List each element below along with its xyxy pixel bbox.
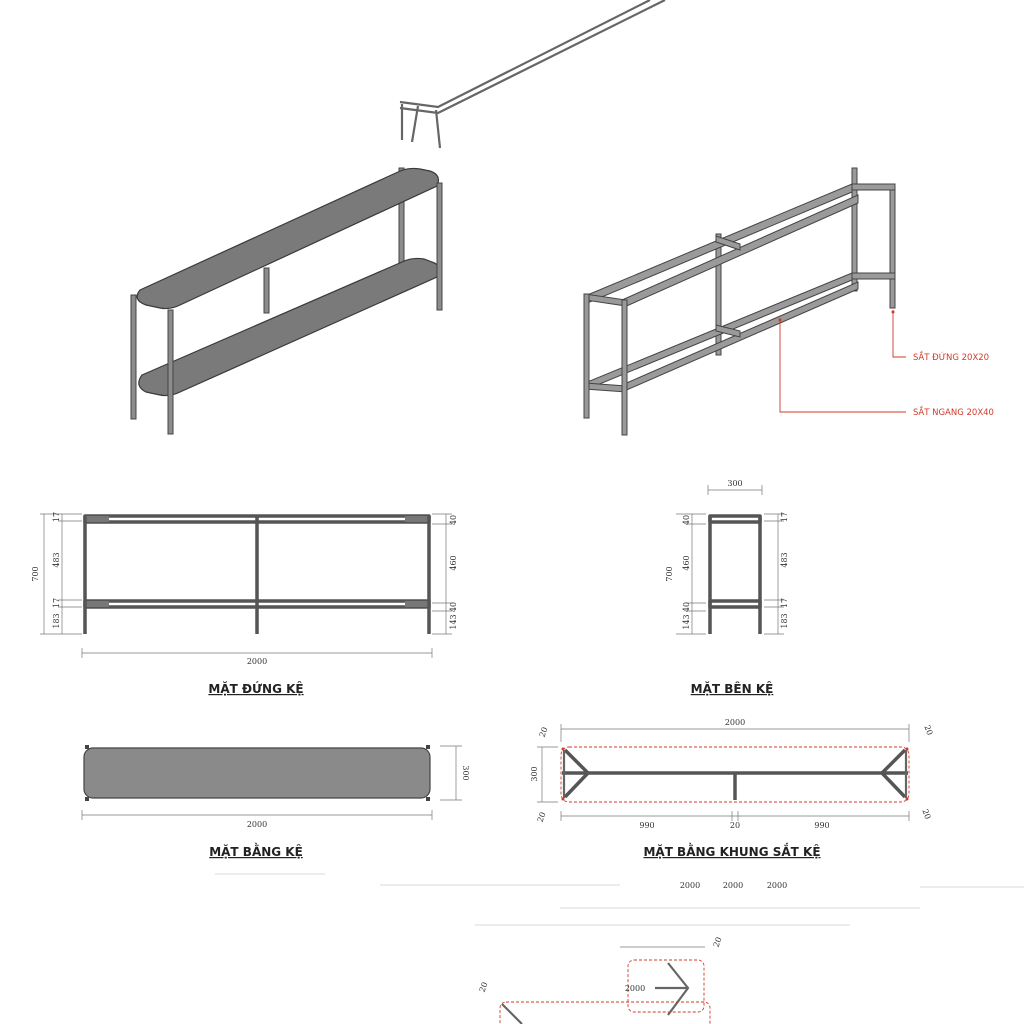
- title-side-view: MẶT BÊN KỆ: [690, 682, 774, 696]
- dim-side-l-top: 40: [682, 514, 691, 526]
- ghost-dim-c: 2000: [766, 881, 788, 890]
- dim-front-width: 2000: [246, 657, 268, 666]
- dim-front-bottom: 183: [52, 613, 61, 629]
- note-vertical-steel: SẮT ĐỨNG 20X20: [913, 353, 990, 363]
- dim-front-top: 17: [52, 511, 61, 523]
- iso-fragment-top: [400, 0, 665, 148]
- dim-top-width: 2000: [246, 820, 268, 829]
- dim-side-l-mid: 40: [682, 601, 691, 613]
- dim-frame-center: 20: [729, 821, 741, 830]
- dim-side-height: 700: [665, 566, 674, 582]
- dim-frame-depth: 300: [530, 766, 539, 782]
- iso-frame-view: [584, 168, 994, 435]
- faded-fragments: [215, 874, 1024, 1024]
- dim-front-upper: 483: [52, 552, 61, 568]
- iso-shelf-view: [131, 168, 442, 434]
- dim-front-r-gap: 460: [449, 555, 458, 571]
- note-horizontal-steel: SẮT NGANG 20X40: [913, 408, 994, 418]
- title-top-view: MẶT BẰNG KỆ: [209, 845, 303, 859]
- dim-side-r-gap: 483: [780, 552, 789, 568]
- dim-frame-right-span: 990: [814, 821, 830, 830]
- ghost-dim-f: 20: [477, 980, 490, 994]
- frame-plan: [530, 718, 934, 859]
- side-elevation: [665, 479, 789, 696]
- dim-side-r-mid: 17: [780, 597, 789, 609]
- ghost-dim-b: 2000: [722, 881, 744, 890]
- ghost-dim-d: 2000: [624, 984, 646, 993]
- dim-frame-br: 20: [920, 807, 933, 821]
- front-elevation: [31, 512, 458, 696]
- dim-frame-left-span: 990: [639, 821, 655, 830]
- dim-front-r-bottom: 143: [449, 614, 458, 630]
- dim-frame-width: 2000: [724, 718, 746, 727]
- dim-side-l-gap: 460: [682, 555, 691, 571]
- dim-front-r-top: 40: [449, 514, 458, 526]
- dim-side-r-bottom: 183: [780, 613, 789, 629]
- dim-side-depth: 300: [727, 479, 743, 488]
- dim-frame-bl: 20: [535, 810, 548, 824]
- dim-top-depth: 300: [461, 765, 470, 781]
- dim-front-r-mid: 40: [449, 601, 458, 613]
- ghost-dim-a: 2000: [679, 881, 701, 890]
- dim-side-l-bottom: 143: [682, 614, 691, 630]
- dim-front-mid: 17: [52, 597, 61, 609]
- title-front-view: MẶT ĐỨNG KỆ: [208, 682, 304, 696]
- top-plan: [82, 745, 470, 859]
- dim-frame-tr: 20: [922, 723, 935, 737]
- dim-side-r-top: 17: [780, 511, 789, 523]
- ghost-dim-e: 20: [711, 935, 724, 949]
- title-frame-plan: MẶT BẰNG KHUNG SẮT KỆ: [643, 845, 821, 859]
- dim-front-height: 700: [31, 566, 40, 582]
- dim-frame-tl: 20: [537, 725, 550, 739]
